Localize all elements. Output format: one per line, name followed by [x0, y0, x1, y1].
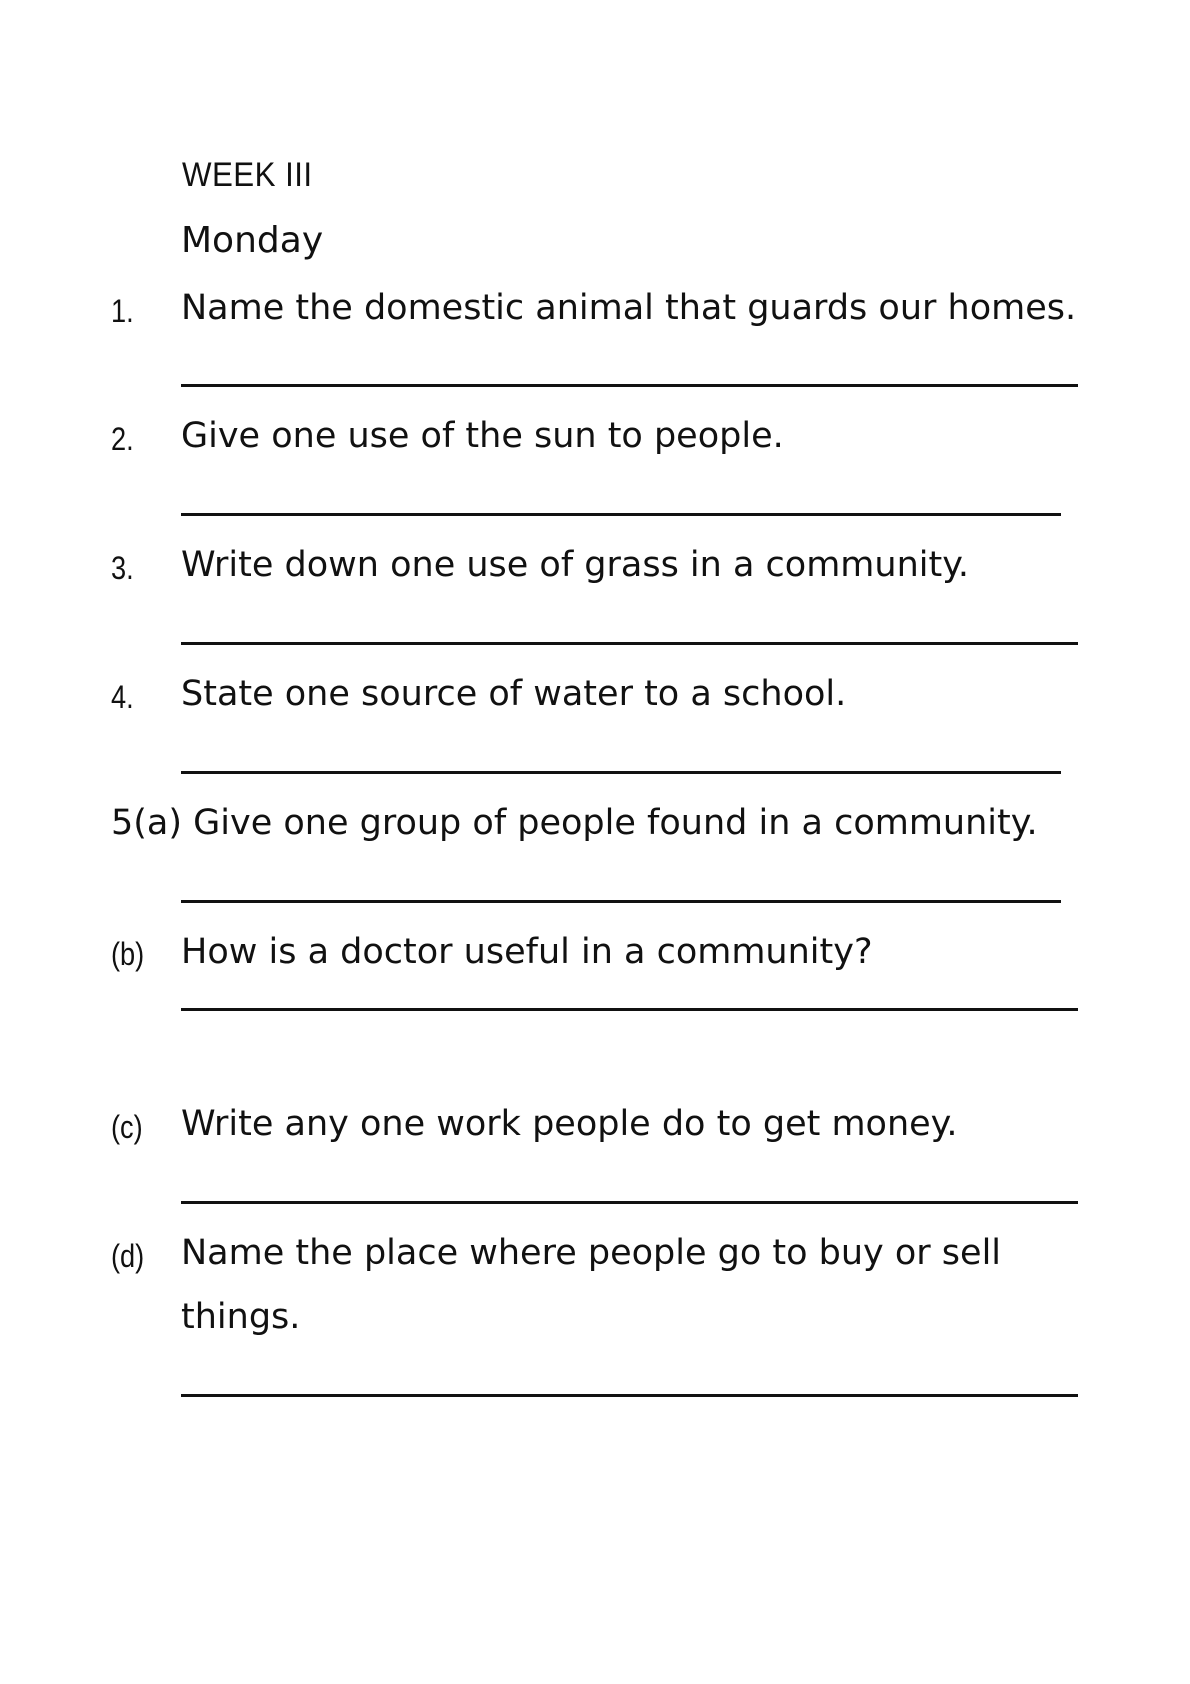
question-5c-text: Write any one work people do to get money. — [181, 1104, 958, 1144]
question-5b-text: How is a doctor useful in a community? — [181, 932, 873, 972]
question-2-number: 2. — [111, 421, 134, 457]
question-2-text: Give one use of the sun to people. — [181, 416, 784, 456]
answer-line-5a[interactable] — [181, 900, 1061, 903]
question-4-number: 4. — [111, 679, 134, 715]
answer-line-5c[interactable] — [181, 1201, 1078, 1204]
question-1-text: Name the domestic animal that guards our homes. — [181, 288, 1077, 328]
answer-line-5b[interactable] — [181, 1008, 1078, 1011]
question-4-text: State one source of water to a school. — [181, 674, 847, 714]
week-heading: WEEK III — [182, 156, 313, 194]
answer-line-2[interactable] — [181, 513, 1061, 516]
day-heading: Monday — [181, 220, 324, 261]
question-5d-number: (d) — [111, 1238, 145, 1274]
question-1-number: 1. — [111, 293, 134, 329]
answer-line-3[interactable] — [181, 642, 1078, 645]
answer-line-5d[interactable] — [181, 1394, 1078, 1397]
question-5c-number: (c) — [111, 1109, 143, 1145]
question-3-text: Write down one use of grass in a community. — [181, 545, 970, 585]
question-3-number: 3. — [111, 550, 134, 586]
question-5b-number: (b) — [111, 936, 145, 972]
question-5d-text: Name the place where people go to buy or sell — [181, 1233, 1002, 1273]
answer-line-4[interactable] — [181, 771, 1061, 774]
answer-line-1[interactable] — [181, 384, 1078, 387]
question-5d-text-continued: things. — [181, 1297, 301, 1337]
question-5a-text: 5(a) Give one group of people found in a community. — [111, 803, 1038, 843]
